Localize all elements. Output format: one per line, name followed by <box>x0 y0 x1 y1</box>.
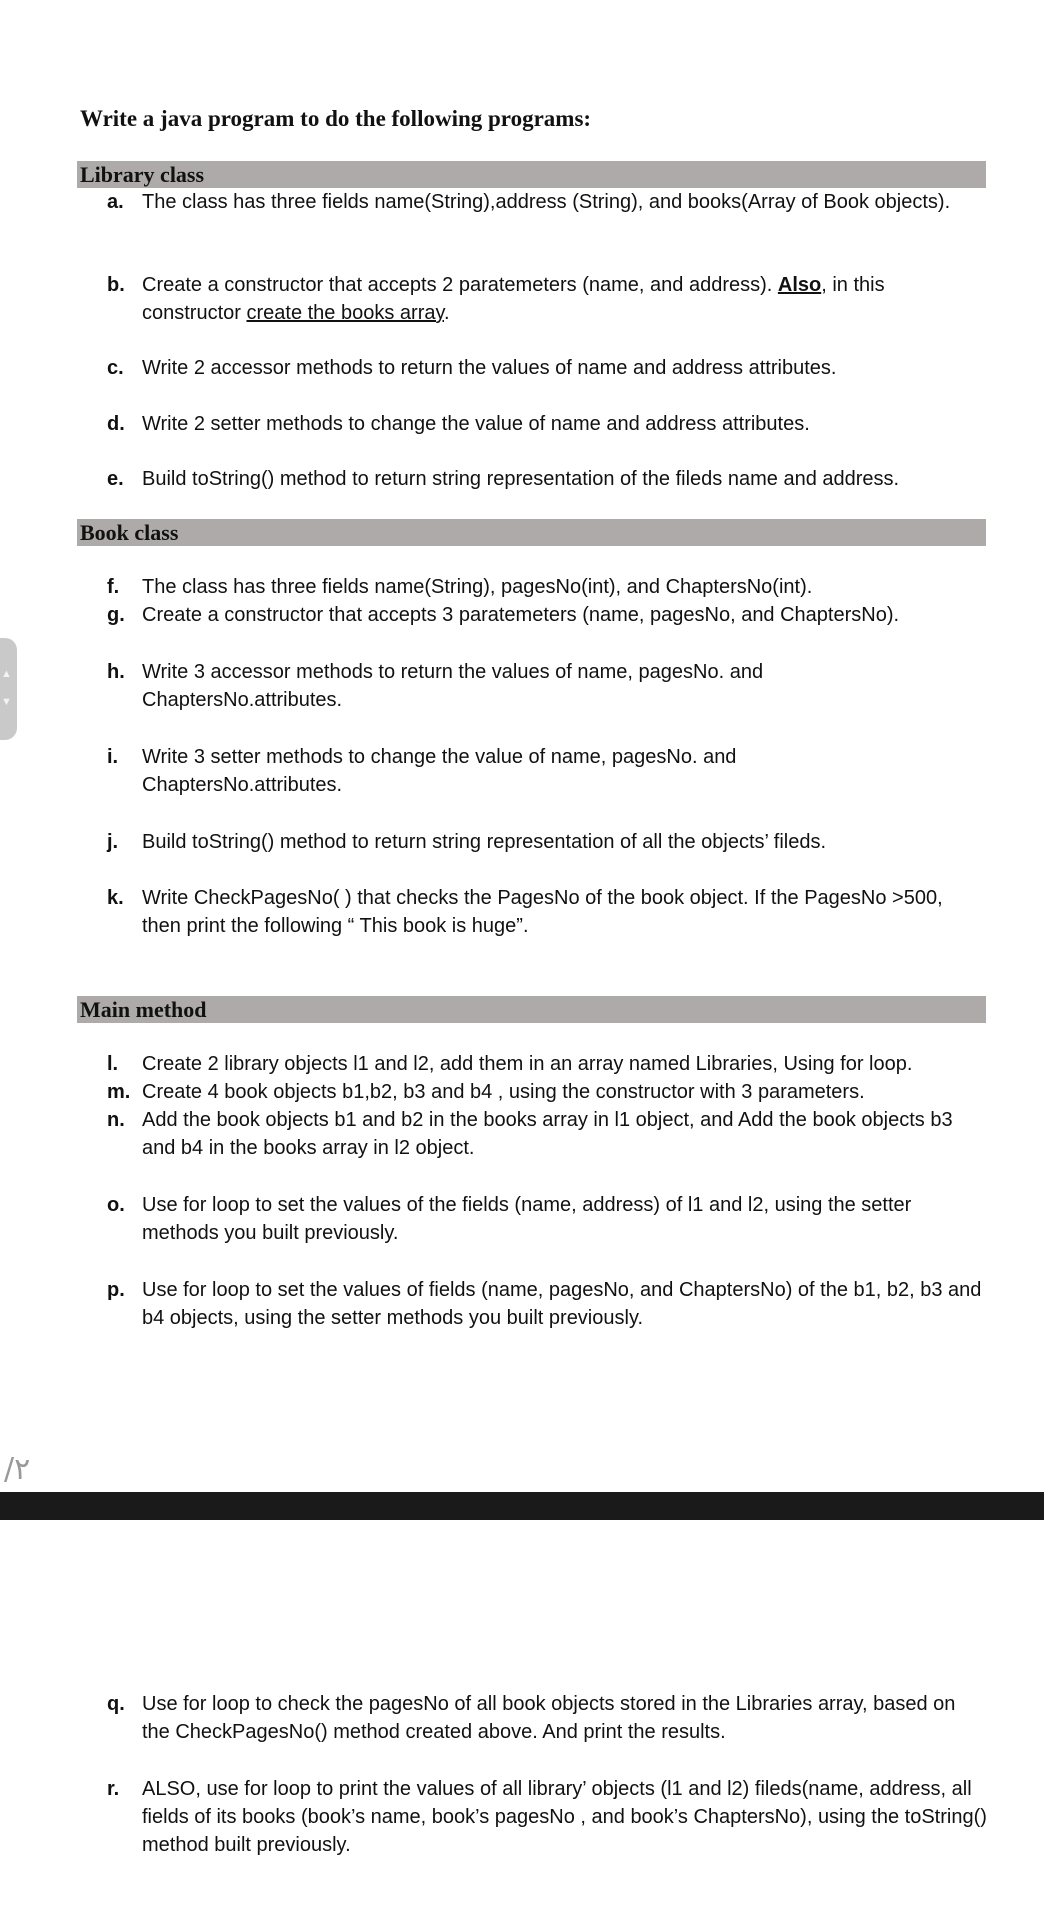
section-header-book <box>77 519 986 546</box>
item-text: Write CheckPagesNo( ) that checks the PagesNo of the book object. If the PagesNo >500, then print the following “ This book is huge”. <box>142 887 943 937</box>
item-text: Build toString() method to return string representation of all the objects’ fileds. <box>142 831 827 853</box>
chevron-down-icon: ▼ <box>1 696 12 708</box>
list-item <box>107 1775 987 1859</box>
item-letter: r. <box>107 1778 120 1800</box>
item-text: Use for loop to set the values of the fields (name, address) of l1 and l2, using the setter methods you built previously. <box>142 1194 912 1244</box>
item-text: Add the book objects b1 and b2 in the books array in l1 object, and Add the book objects b3 and b4 in the books array in l2 object. <box>142 1109 953 1159</box>
list-item <box>107 410 987 438</box>
item-text: The class has three fields name(String),address (String), and books(Array of Book objects). <box>142 191 951 213</box>
section-heading: Book class <box>80 520 179 545</box>
item-text-part: . <box>444 302 450 324</box>
item-text: Build toString() method to return string representation of the fileds name and address. <box>142 468 900 490</box>
list-item <box>107 1191 987 1247</box>
item-text: Create 2 library objects l1 and l2, add them in an array named Libraries, Using for loop. <box>142 1053 913 1075</box>
list-item <box>107 465 987 493</box>
item-letter: n. <box>107 1109 125 1131</box>
list-item <box>107 271 987 327</box>
list-item <box>107 1050 987 1078</box>
item-text: Write 3 setter methods to change the value of name, pagesNo. and ChaptersNo.attributes. <box>142 746 737 796</box>
list-item <box>107 601 987 629</box>
section-heading: Main method <box>80 997 207 1022</box>
item-text: Write 2 accessor methods to return the values of name and address attributes. <box>142 357 837 379</box>
item-text: Write 3 accessor methods to return the values of name, pagesNo. and ChaptersNo.attributes. <box>142 661 764 711</box>
item-letter: b. <box>107 274 125 296</box>
page-number: /٢ <box>4 1452 31 1487</box>
item-letter: l. <box>107 1053 119 1075</box>
list-item <box>107 188 987 216</box>
item-text: Use for loop to set the values of fields (name, pagesNo, and ChaptersNo) of the b1, b2, b3 and b4 objects, using the setter methods you built previously. <box>142 1279 982 1329</box>
emphasis-also: Also <box>777 274 822 296</box>
section-header-main <box>77 996 986 1023</box>
item-text-part: Create a constructor that accepts 2 paratemeters (name, and address). <box>142 274 778 296</box>
list-item <box>107 658 987 714</box>
section-heading: Library class <box>80 162 205 187</box>
item-letter: i. <box>107 746 119 768</box>
item-text: Use for loop to check the pagesNo of all book objects stored in the Libraries array, based on the CheckPagesNo() method created above. And print the results. <box>142 1693 956 1743</box>
item-text: ALSO, use for loop to print the values of all library’ objects (l1 and l2) fileds(name, address, all fields of its books (book’s name, book’s pagesNo , and book’s ChaptersNo), using the toString() method built previously. <box>142 1778 987 1856</box>
list-item <box>107 1276 987 1332</box>
section-header-library <box>77 161 986 188</box>
item-letter: h. <box>107 661 125 683</box>
list-item <box>107 884 987 940</box>
list-item <box>107 1690 987 1746</box>
item-letter: g. <box>107 604 125 626</box>
item-letter: m. <box>107 1081 131 1103</box>
list-item <box>107 1106 987 1162</box>
item-letter: j. <box>107 831 119 853</box>
item-text: Write 2 setter methods to change the value of name and address attributes. <box>142 413 810 435</box>
item-letter: k. <box>107 887 124 909</box>
chevron-up-icon: ▲ <box>1 668 12 680</box>
item-text-part: , in this constructor <box>142 274 885 324</box>
item-letter: p. <box>107 1279 125 1301</box>
item-text: Create 4 book objects b1,b2, b3 and b4 , using the constructor with 3 parameters. <box>142 1081 865 1103</box>
scroll-handle[interactable] <box>0 638 17 740</box>
item-text <box>142 271 987 327</box>
item-letter: o. <box>107 1194 125 1216</box>
item-letter: a. <box>107 191 124 213</box>
item-text: Create a constructor that accepts 3 paratemeters (name, pagesNo, and ChaptersNo). <box>142 604 900 626</box>
item-letter: d. <box>107 413 125 435</box>
item-letter: c. <box>107 357 124 379</box>
document-title: Write a java program to do the following programs: <box>80 106 592 131</box>
underlined-phrase: create the books array <box>246 302 444 324</box>
item-text: The class has three fields name(String), pagesNo(int), and ChaptersNo(int). <box>142 576 813 598</box>
item-letter: f. <box>107 576 120 598</box>
list-item <box>107 1078 987 1106</box>
list-item <box>107 828 987 856</box>
list-item <box>107 354 987 382</box>
list-item <box>107 743 987 799</box>
list-item <box>107 573 987 601</box>
page-break-divider <box>0 1492 1044 1520</box>
item-letter: e. <box>107 468 124 490</box>
item-letter: q. <box>107 1693 125 1715</box>
